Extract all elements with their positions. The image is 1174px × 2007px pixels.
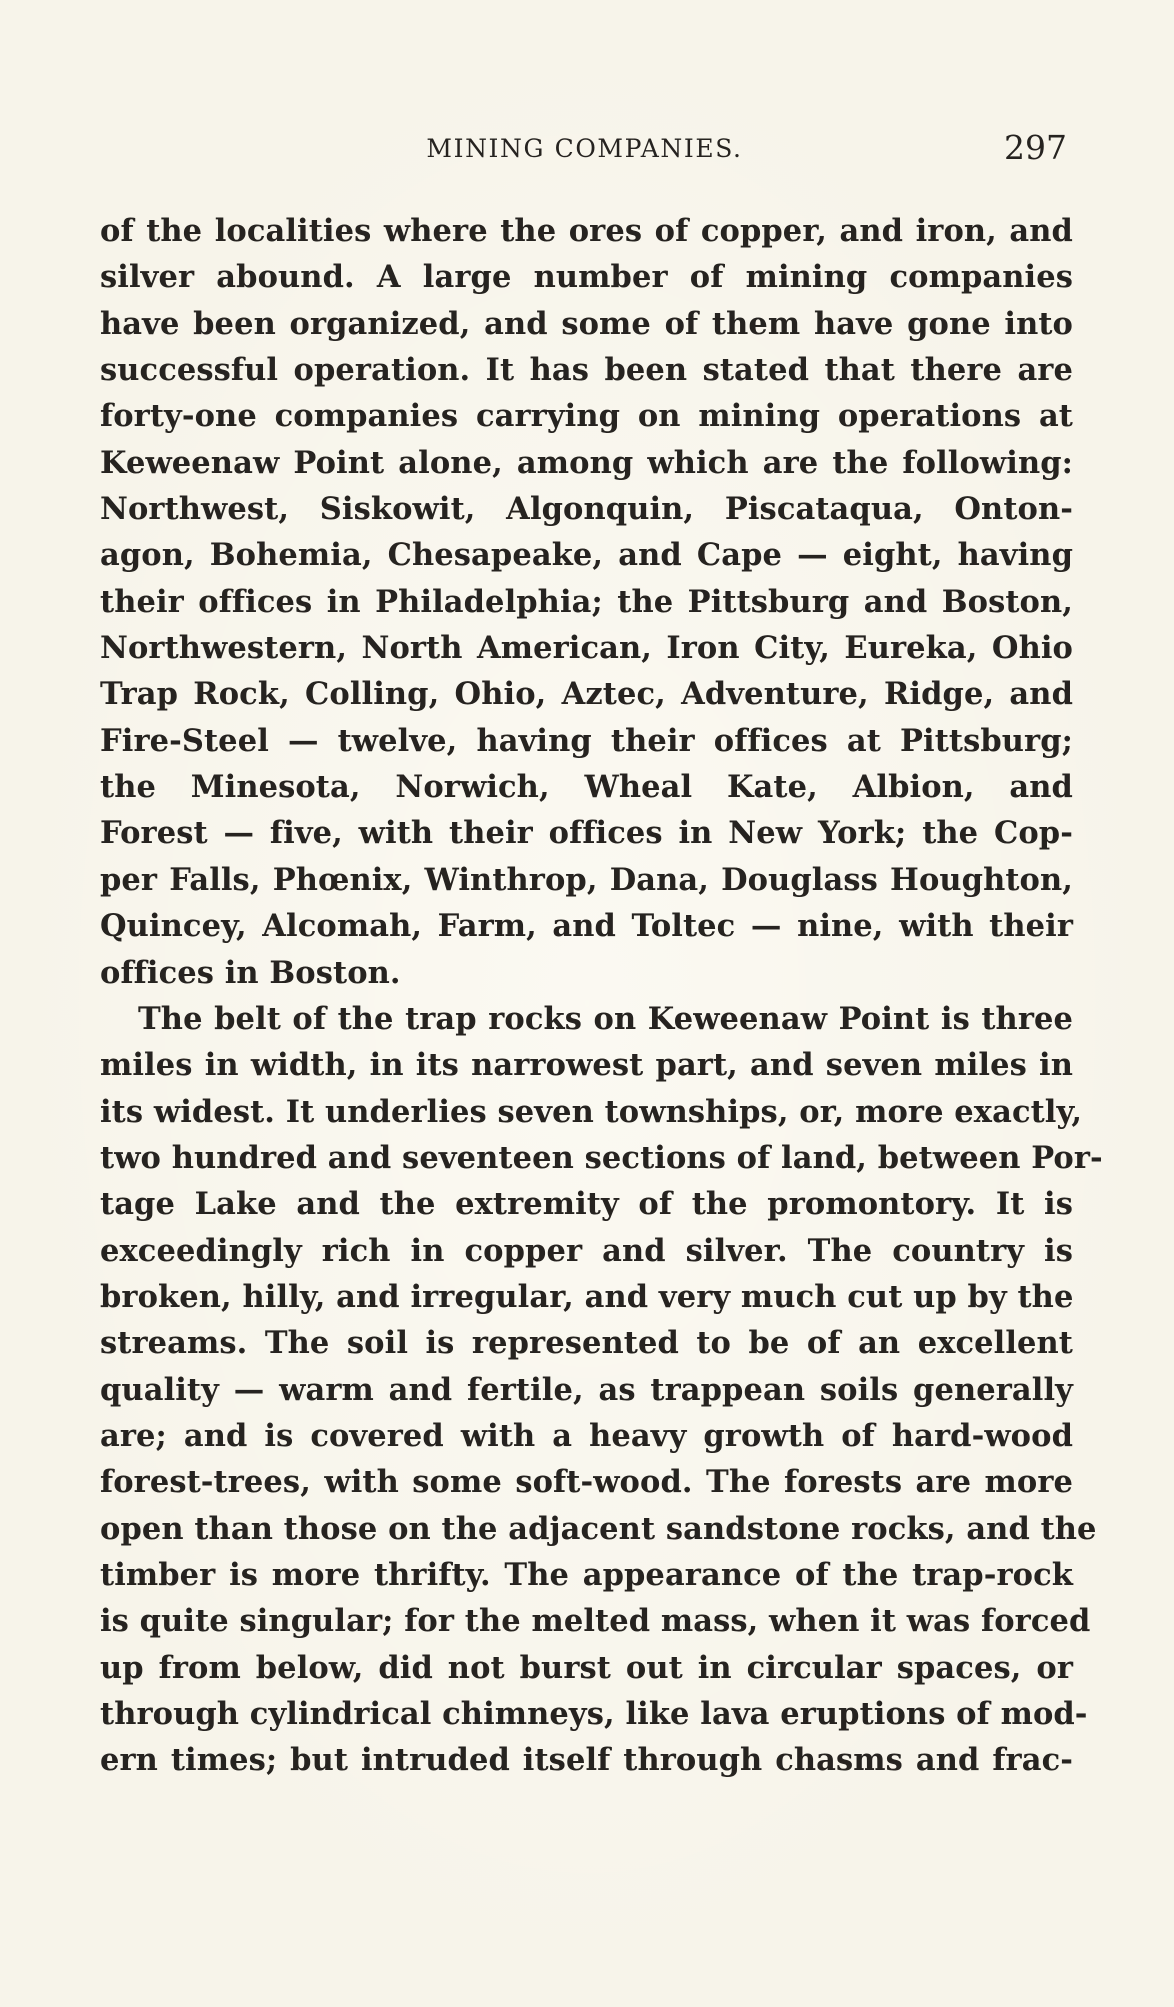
page-number: 297 [1004, 128, 1067, 167]
text-line: exceedingly rich in copper and silver. The country is [100, 1232, 1073, 1269]
text-line: Forest — five, with their offices in New York; the Cop- [100, 815, 1073, 852]
text-line: quality — warm and fertile, as trappean soils generally [100, 1371, 1073, 1408]
text-line: streams. The soil is represented to be of an excellent [100, 1325, 1073, 1362]
text-line: agon, Bohemia, Chesapeake, and Cape — eight, having [100, 537, 1073, 574]
text-line: per Falls, Phœnix, Winthrop, Dana, Douglass Houghton, [100, 861, 1073, 898]
text-line: silver abound. A large number of mining companies [100, 259, 1073, 296]
text-line: is quite singular; for the melted mass, when it was forced [100, 1603, 1091, 1640]
text-line: Fire-Steel — twelve, having their offices at Pittsburg; [100, 722, 1073, 759]
text-line: of the localities where the ores of copper, and iron, and [100, 213, 1073, 249]
text-line: The belt of the trap rocks on Keweenaw Point is three [138, 1000, 1073, 1037]
text-line: offices in Boston. [100, 954, 401, 991]
text-line: two hundred and seventeen sections of land, between Por- [100, 1139, 1103, 1176]
text-line: their offices in Philadelphia; the Pittsburg and Boston, [100, 583, 1073, 620]
text-line: Northwest, Siskowit, Algonquin, Piscataqua, Onton- [100, 491, 1073, 528]
text-line: forest-trees, with some soft-wood. The forests are more [100, 1464, 1073, 1501]
text-line: tage Lake and the extremity of the promontory. It is [100, 1186, 1073, 1223]
text-line: miles in width, in its narrowest part, and seven miles in [100, 1047, 1073, 1084]
text-line: up from below, did not burst out in circular spaces, or [100, 1649, 1073, 1686]
text-line: through cylindrical chimneys, like lava eruptions of mod- [100, 1696, 1088, 1732]
running-head [102, 128, 1067, 172]
text-line: open than those on the adjacent sandstone rocks, and the [100, 1510, 1097, 1547]
body-text [100, 208, 1103, 1784]
text-line: forty-one companies carrying on mining operations at [100, 398, 1073, 435]
text-line: ern times; but intruded itself through chasms and frac- [100, 1742, 1073, 1779]
text-line: Trap Rock, Colling, Ohio, Aztec, Adventure, Ridge, and [100, 676, 1073, 713]
text-line: its widest. It underlies seven townships, or, more exactly, [100, 1093, 1083, 1130]
text-line: broken, hilly, and irregular, and very much cut up by the [100, 1278, 1074, 1315]
text-line: Keweenaw Point alone, among which are the following: [100, 444, 1073, 481]
text-line: timber is more thrifty. The appearance of the trap-rock [100, 1556, 1073, 1593]
text-line: the Minesota, Norwich, Wheal Kate, Albion, and [100, 769, 1073, 806]
running-title: MINING COMPANIES. [426, 134, 743, 163]
text-line: are; and is covered with a heavy growth of hard-wood [100, 1417, 1073, 1454]
text-line: successful operation. It has been stated that there are [100, 352, 1073, 389]
text-line: Quincey, Alcomah, Farm, and Toltec — nine, with their [100, 908, 1073, 945]
text-line: Northwestern, North American, Iron City, Eureka, Ohio [100, 630, 1073, 667]
text-line: have been organized, and some of them have gone into [100, 305, 1073, 342]
